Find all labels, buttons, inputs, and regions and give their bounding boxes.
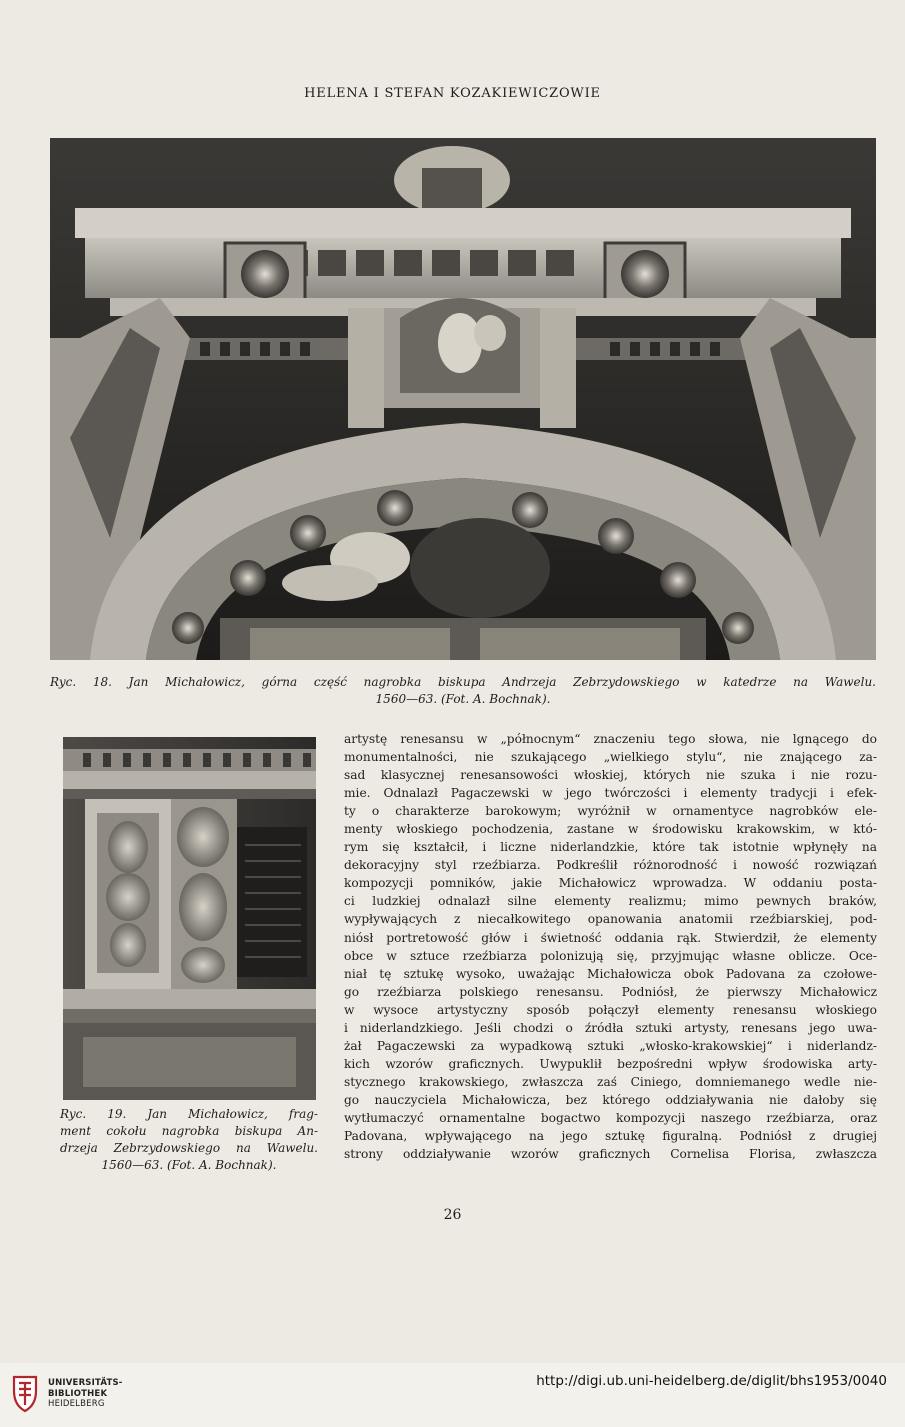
text-line: ty o charakterze barokowym; wyróżnił w ornamentyce nagrobków ele- <box>344 804 877 819</box>
text-line: menty włoskiego pochodzenia, zastane w środowisku krakowskim, w któ- <box>344 822 877 837</box>
text-line: niósł portretowość głów i świetność oddania rąk. Stwierdził, że elementy <box>344 930 877 945</box>
text-line: niał tę sztukę wysoko, uważając Michałowicza obok Padovana za czołowe- <box>344 966 877 981</box>
caption-line: Ryc. 18. Jan Michałowicz, górna część nagrobka biskupa Andrzeja Zebrzydowskiego w katedrze na Wawelu. <box>50 675 876 689</box>
text-line: wypływających z niecałkowitego opanowania anatomii rzeźbiarskiej, pod- <box>344 912 877 927</box>
text-line: mie. Odnalazł Pagaczewski w jego twórczości i elementy tradycji i efek- <box>344 786 877 801</box>
text-line: monumentalności, nie szukającego „wielkiego stylu“, nie znającego za- <box>344 750 877 765</box>
text-line: dekoracyjny styl rzeźbiarza. Podkreślił różnorodność i nowość rozwiązań <box>344 858 877 873</box>
text-line: ci ludzkiej odnalazł silne elementy realizmu; mimo pewnych braków, <box>344 894 877 909</box>
text-line: kich wzorów graficznych. Uwypuklił bezpośredni wpływ środowiska arty- <box>344 1056 877 1071</box>
text-line: rym się kształcił, i liczne niderlandzkie, które tak istotnie wpłynęły na <box>344 840 877 855</box>
text-line: kompozycji pomników, jakie Michałowicz wprowadza. W oddaniu posta- <box>344 876 877 891</box>
library-logo-text: UNIVERSITÄTS- BIBLIOTHEK HEIDELBERG <box>48 1378 123 1409</box>
tomb-base-fragment-image <box>63 737 316 1100</box>
text-line: sad klasycznej renesansowości włoskiej, których nie szuka i nie rozu- <box>344 768 877 783</box>
text-line: i niderlandzkiego. Jeśli chodzi o źródła sztuki artysty, renesans jego uwa- <box>344 1020 877 1035</box>
text-line: obce w sztuce rzeźbiarza polonizują się, przyjmując własne oblicze. Oce- <box>344 948 877 963</box>
caption-line: Ryc. 19. Jan Michałowicz, frag- <box>60 1107 318 1121</box>
library-logo-icon <box>10 1375 40 1413</box>
library-footer <box>0 1363 905 1427</box>
caption-line: drzeja Zebrzydowskiego na Wawelu. <box>60 1141 318 1155</box>
text-line: go rzeźbiarza polskiego renesansu. Podniósł, że pierwszy Michałowicz <box>344 984 877 999</box>
body-text <box>344 730 877 1163</box>
source-url-link[interactable]: http://digi.ub.uni-heidelberg.de/diglit/bhs1953/0040 <box>536 1373 887 1389</box>
caption-line: 1560—63. (Fot. A. Bochnak). <box>101 1158 277 1172</box>
text-line: stycznego krakowskiego, zwłaszcza zaś Ciniego, domniemanego wedle nie- <box>344 1074 877 1089</box>
text-line: żał Pagaczewski za wypadkową sztuki „włosko-krakowskiej“ i niderlandz- <box>344 1038 877 1053</box>
library-logo[interactable] <box>10 1373 130 1419</box>
text-line: go nauczyciela Michałowicza, bez którego oddziaływania nie dałoby się <box>344 1092 877 1107</box>
tomb-upper-part-image <box>50 138 876 660</box>
figure-19-photo <box>63 737 316 1100</box>
text-line: Padovana, wpływającego na jego sztukę figuralną. Podniósł z drugiej <box>344 1129 877 1144</box>
text-line: artystę renesansu w „północnym“ znaczeniu tego słowa, nie lgnącego do <box>344 732 877 746</box>
text-line: wytłumaczyć ornamentalne bogactwo kompozycji naszego rzeźbiarza, oraz <box>344 1110 877 1125</box>
running-header: HELENA I STEFAN KOZAKIEWICZOWIE <box>304 86 601 101</box>
caption-line: 1560—63. (Fot. A. Bochnak). <box>375 692 551 706</box>
text-line: w wysoce artystyczny sposób połączył elementy renesansu włoskiego <box>344 1002 877 1017</box>
text-line: strony oddziaływanie wzorów graficznych Cornelisa Florisa, zwłaszcza <box>344 1147 877 1162</box>
page-number: 26 <box>443 1207 462 1223</box>
caption-line: ment cokołu nagrobka biskupa An- <box>60 1124 318 1138</box>
figure-19-caption <box>60 1106 318 1174</box>
figure-18-caption <box>50 674 876 708</box>
figure-18-photo <box>50 138 876 660</box>
